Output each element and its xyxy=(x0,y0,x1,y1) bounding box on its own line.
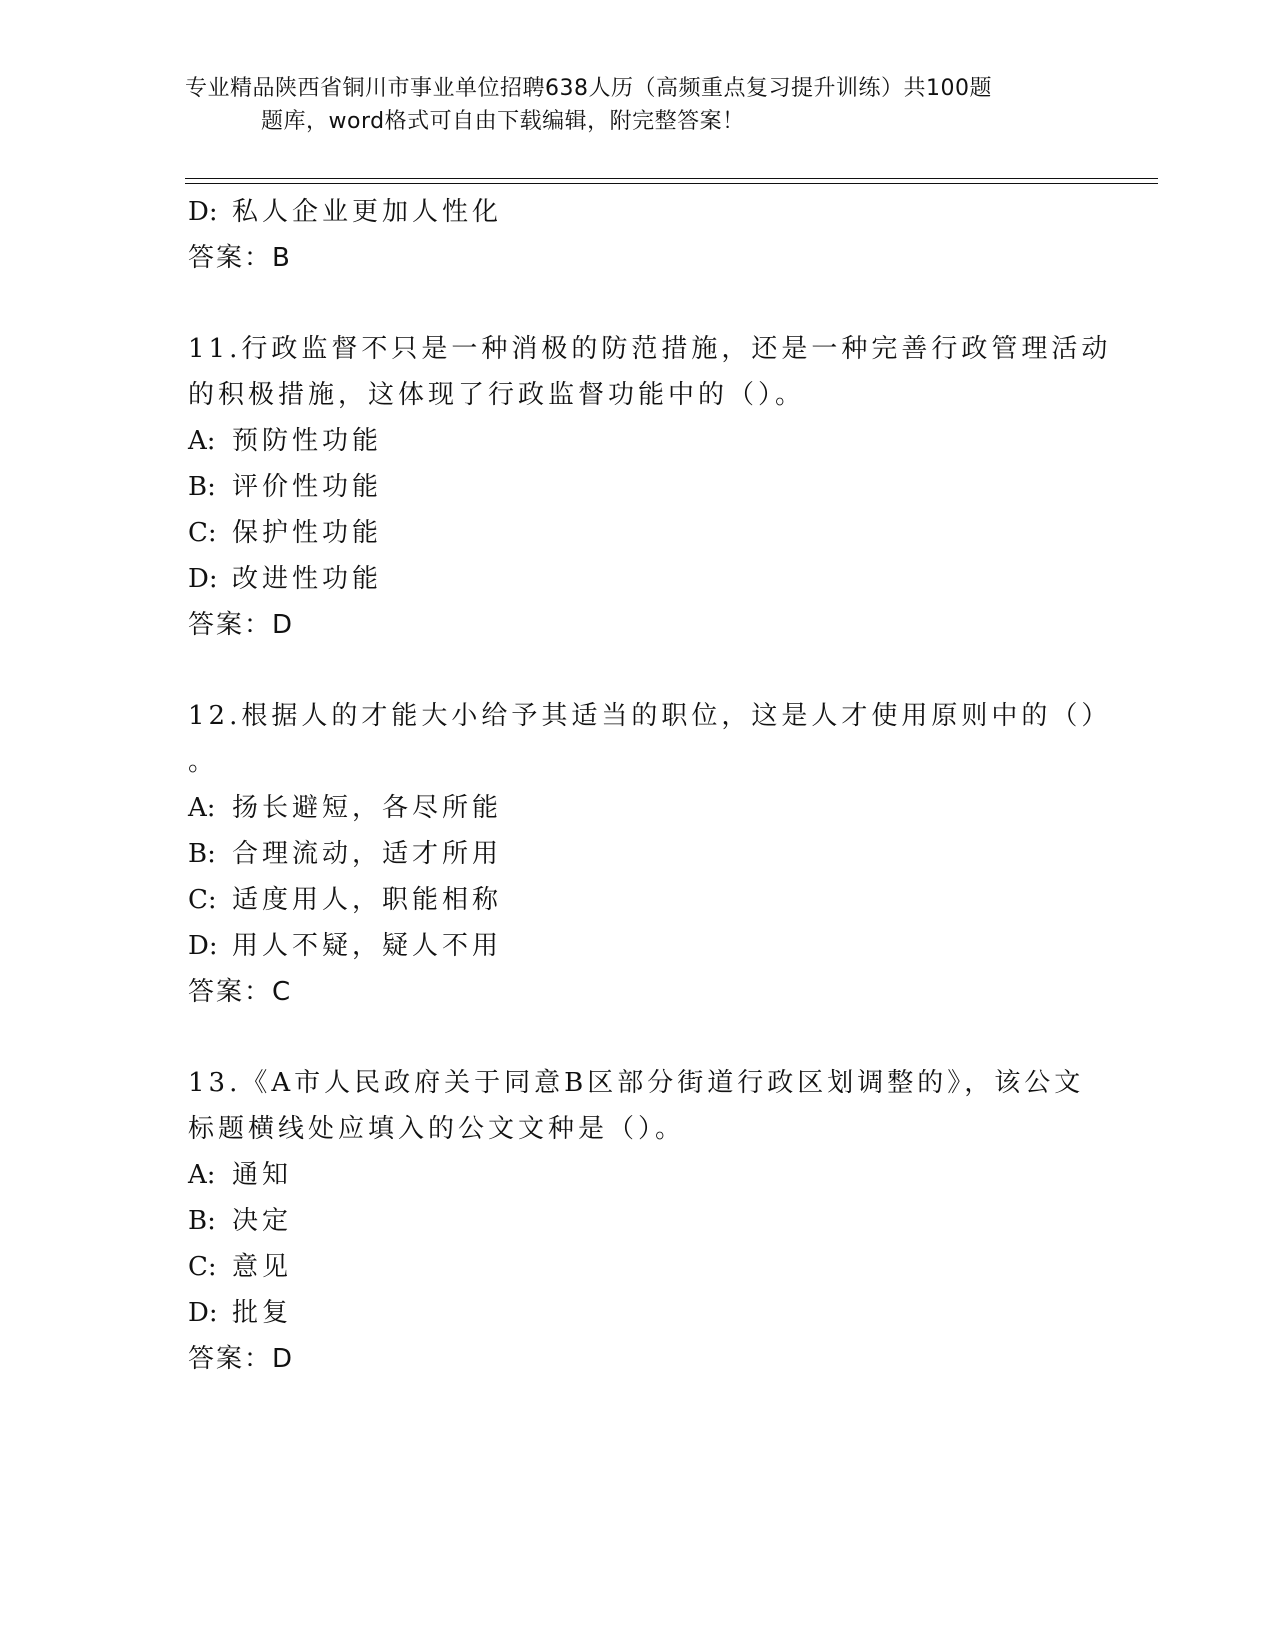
option-key: B: xyxy=(188,1206,216,1236)
option-c xyxy=(188,1244,1088,1290)
question-12 xyxy=(188,693,1112,1015)
document-title-line-1: 专业精品陕西省铜川市事业单位招聘638人历（高频重点复习提升训练）共100题 xyxy=(185,76,992,101)
question-stem-line: 12.根据人的才能大小给予其适当的职位，这是人才使用原则中的（） xyxy=(188,701,1112,731)
option-key: D: xyxy=(188,931,218,961)
option-text: 用人不疑，疑人不用 xyxy=(232,931,503,961)
option-text: 通知 xyxy=(232,1160,293,1190)
option-key: C: xyxy=(188,1252,217,1282)
option-b xyxy=(188,1198,1088,1244)
question-11 xyxy=(188,326,1112,648)
document-title-line-2: 题库，word格式可自由下载编辑，附完整答案！ xyxy=(261,109,745,134)
option-key: D: xyxy=(188,1298,218,1328)
answer-line: 答案：D xyxy=(188,1344,295,1374)
question-stem-line: 。 xyxy=(188,747,219,777)
question-13 xyxy=(188,1060,1088,1382)
answer-line: 答案：C xyxy=(188,977,293,1007)
option-text: 适度用人，职能相称 xyxy=(232,885,503,915)
option-text: 合理流动，适才所用 xyxy=(232,839,503,869)
option-d xyxy=(188,923,1088,969)
option-text: 意见 xyxy=(232,1252,293,1282)
option-text: 私人企业更加人性化 xyxy=(232,197,503,227)
option-a xyxy=(188,418,1088,464)
option-key: D: xyxy=(188,564,218,594)
option-text: 预防性功能 xyxy=(232,426,383,456)
question-stem-line: 的积极措施，这体现了行政监督功能中的（）。 xyxy=(188,380,806,410)
option-key: A: xyxy=(188,793,216,823)
option-key: B: xyxy=(188,839,216,869)
option-text: 决定 xyxy=(232,1206,293,1236)
option-a xyxy=(188,1152,1088,1198)
option-text: 保护性功能 xyxy=(232,518,383,548)
option-key: A: xyxy=(188,1160,216,1190)
header-divider-top xyxy=(185,178,1158,179)
option-text: 扬长避短，各尽所能 xyxy=(232,793,503,823)
document-header xyxy=(185,72,1085,138)
option-d xyxy=(188,189,1088,235)
option-key: D: xyxy=(188,197,218,227)
document-body xyxy=(188,189,1112,1382)
option-text: 批复 xyxy=(232,1298,293,1328)
option-key: B: xyxy=(188,472,216,502)
option-d xyxy=(188,1290,1088,1336)
spacer xyxy=(188,281,1088,326)
spacer xyxy=(188,648,1088,693)
option-d xyxy=(188,556,1088,602)
question-stem-line: 标题横线处应填入的公文文种是（）。 xyxy=(188,1114,686,1144)
option-text: 评价性功能 xyxy=(232,472,383,502)
option-key: A: xyxy=(188,426,216,456)
option-text: 改进性功能 xyxy=(232,564,383,594)
answer-line: 答案：B xyxy=(188,243,292,273)
option-c xyxy=(188,510,1088,556)
option-a xyxy=(188,785,1088,831)
spacer xyxy=(188,1015,1088,1060)
header-divider-bottom xyxy=(185,183,1158,184)
option-key: C: xyxy=(188,518,217,548)
question-stem-line: 11.行政监督不只是一种消极的防范措施，还是一种完善行政管理活动 xyxy=(188,334,1112,364)
option-b xyxy=(188,831,1088,877)
answer-line: 答案：D xyxy=(188,610,295,640)
option-b xyxy=(188,464,1088,510)
option-key: C: xyxy=(188,885,217,915)
question-stem-line: 13.《A市人民政府关于同意B区部分街道行政区划调整的》，该公文 xyxy=(188,1068,1085,1098)
option-c xyxy=(188,877,1088,923)
